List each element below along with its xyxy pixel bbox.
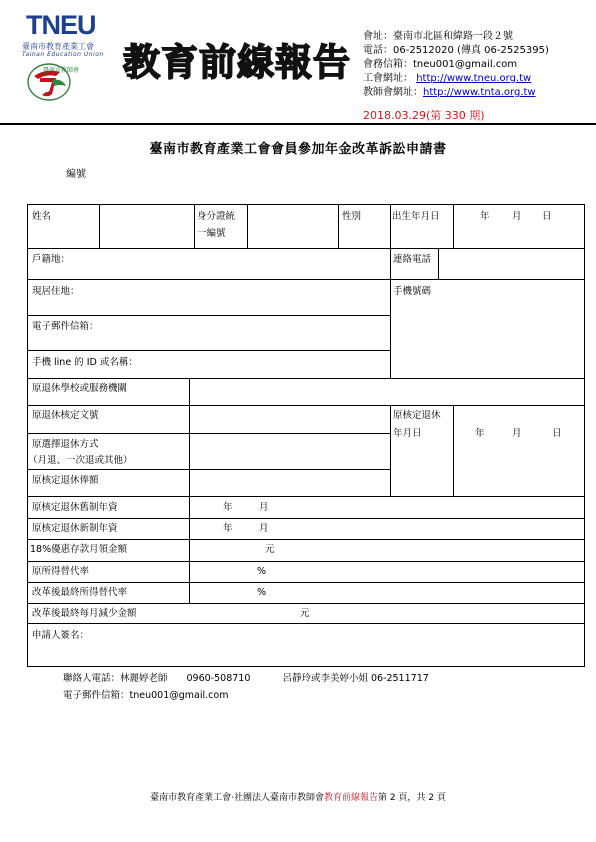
label-name: 姓名 [32, 211, 52, 222]
contact-email-label: 電子郵件信箱： [63, 690, 130, 701]
col-divider [338, 205, 339, 248]
row-divider [28, 603, 584, 604]
newsletter-banner-title: 教育前線報告 [123, 40, 351, 84]
col-divider [189, 496, 190, 603]
new-seniority-month-unit: 月 [259, 523, 269, 534]
row-divider [28, 279, 584, 280]
col-divider [453, 405, 454, 496]
page-footer [0, 790, 596, 803]
label-new-seniority: 原核定退休新制年資 [32, 523, 118, 534]
reformed-rate-unit: % [257, 587, 267, 598]
union-site-link[interactable]: http://www.tneu.org.tw [416, 73, 532, 84]
union-site-label: 工會網址： [363, 73, 413, 84]
teacher-site-line [363, 86, 536, 100]
label-retired-school: 原退休學校或服務機關 [32, 383, 128, 394]
label-birth-date: 出生年月日 [392, 211, 440, 222]
issue-info [363, 107, 485, 123]
union-logo: TNEU [26, 10, 96, 40]
label-email: 電子郵件信箱： [32, 321, 99, 332]
old-seniority-month-unit: 月 [259, 502, 269, 513]
row-divider [28, 496, 584, 497]
label-retirement-amount: 原核定退休俸額 [32, 475, 99, 486]
label-replacement-rate: 原所得替代率 [32, 566, 90, 577]
row-divider [28, 248, 584, 249]
contact-office-phone: 呂靜玲或李美婷小姐 06-2511717 [282, 673, 429, 684]
label-retirement-document: 原退休核定文號 [32, 410, 99, 421]
union-logo-name: 臺南市教育產業工會 [22, 42, 94, 51]
row-divider [28, 433, 390, 434]
serial-label: 編號 [66, 169, 86, 180]
replacement-rate-unit: % [257, 566, 267, 577]
label-reformed-rate: 改革後最終所得替代率 [32, 587, 128, 598]
label-retirement-date-1: 原核定退休 [393, 410, 441, 421]
label-residence: 現居住地： [32, 286, 80, 297]
union-site-line [363, 72, 531, 86]
label-mobile: 手機號碼 [393, 286, 432, 297]
contact-person-phone: 聯絡人電話：林麗婷老師 0960-508710 [63, 673, 251, 684]
label-old-seniority: 原核定退休舊制年資 [32, 502, 118, 513]
monthly-reduction-unit: 元 [300, 608, 310, 619]
email-line [363, 58, 517, 72]
label-signature: 申請人簽名： [32, 630, 90, 641]
footer-newsletter-name: 教育前線報告 [323, 793, 378, 803]
footer-page-number: 第 2 頁，共 2 頁 [377, 793, 446, 803]
teacher-site-link[interactable]: http://www.tnta.org.tw [423, 87, 536, 98]
label-contact-phone: 連絡電話 [393, 254, 432, 265]
col-divider [189, 378, 190, 496]
address: 會址：臺南市北區和緯路一段２號 [363, 31, 513, 42]
teacher-site-label: 教師會網址： [363, 87, 423, 98]
email-label: 會務信箱： [363, 59, 413, 70]
row-divider [28, 518, 584, 519]
col-divider [453, 205, 454, 248]
application-form-table [27, 204, 585, 667]
issue-number: (第 330 期) [425, 109, 485, 122]
footer-organizations: 臺南市教育產業工會‧社團法人臺南市教師會 [150, 793, 324, 803]
birth-month-unit: 月 [512, 211, 522, 222]
col-divider [438, 248, 439, 279]
label-gender: 性別 [342, 211, 362, 222]
issue-date: 2018.03.29 [363, 109, 426, 122]
row-divider [28, 539, 584, 540]
label-retirement-date-2: 年月日 [393, 428, 422, 439]
retirement-day-unit: 日 [552, 428, 562, 439]
label-pension-mode-1: 原選擇退休方式 [32, 439, 99, 450]
row-divider [28, 561, 584, 562]
col-divider [194, 205, 195, 248]
label-id-number-1: 身分證統 [197, 211, 236, 222]
retirement-year-unit: 年 [475, 428, 485, 439]
preferential-unit: 元 [265, 544, 275, 555]
label-monthly-reduction: 改革後最終每月減少金額 [32, 608, 137, 619]
col-divider [99, 205, 100, 248]
contact-person-line [63, 670, 429, 684]
retirement-month-unit: 月 [512, 428, 522, 439]
col-divider [390, 205, 391, 248]
label-domicile: 戶籍地： [32, 254, 71, 265]
seal-lettering: 臺南市教師會 [43, 67, 80, 74]
union-logo-english: Tainan Education Union [22, 51, 104, 58]
row-divider [28, 350, 390, 351]
label-line-id: 手機 line 的 ID 或名稱： [32, 357, 138, 368]
old-seniority-year-unit: 年 [223, 502, 233, 513]
row-divider [28, 582, 584, 583]
form-title: 臺南市教育產業工會會員參加年金改革訴訟申請書 [149, 142, 447, 157]
label-id-number-2: 一編號 [197, 228, 226, 239]
label-preferential-deposit: 18%優惠存款月領金額 [30, 544, 128, 555]
row-divider [28, 315, 390, 316]
birth-day-unit: 日 [542, 211, 552, 222]
col-divider [247, 205, 248, 248]
row-divider [28, 623, 584, 624]
new-seniority-year-unit: 年 [223, 523, 233, 534]
email-address[interactable]: tneu001@gmail.com [413, 59, 518, 70]
birth-year-unit: 年 [480, 211, 490, 222]
phone: 電話：06-2512020 (傳真 06-2525395) [363, 45, 549, 56]
row-divider [28, 378, 584, 379]
contact-email-address[interactable]: tneu001@gmail.com [129, 690, 229, 701]
contact-email-line [63, 687, 228, 701]
row-divider [28, 469, 390, 470]
col-divider [390, 405, 391, 496]
row-divider [28, 405, 584, 406]
header-divider [0, 123, 596, 125]
col-divider [390, 248, 391, 378]
label-pension-mode-2: （月退、一次退或其他） [28, 455, 133, 466]
